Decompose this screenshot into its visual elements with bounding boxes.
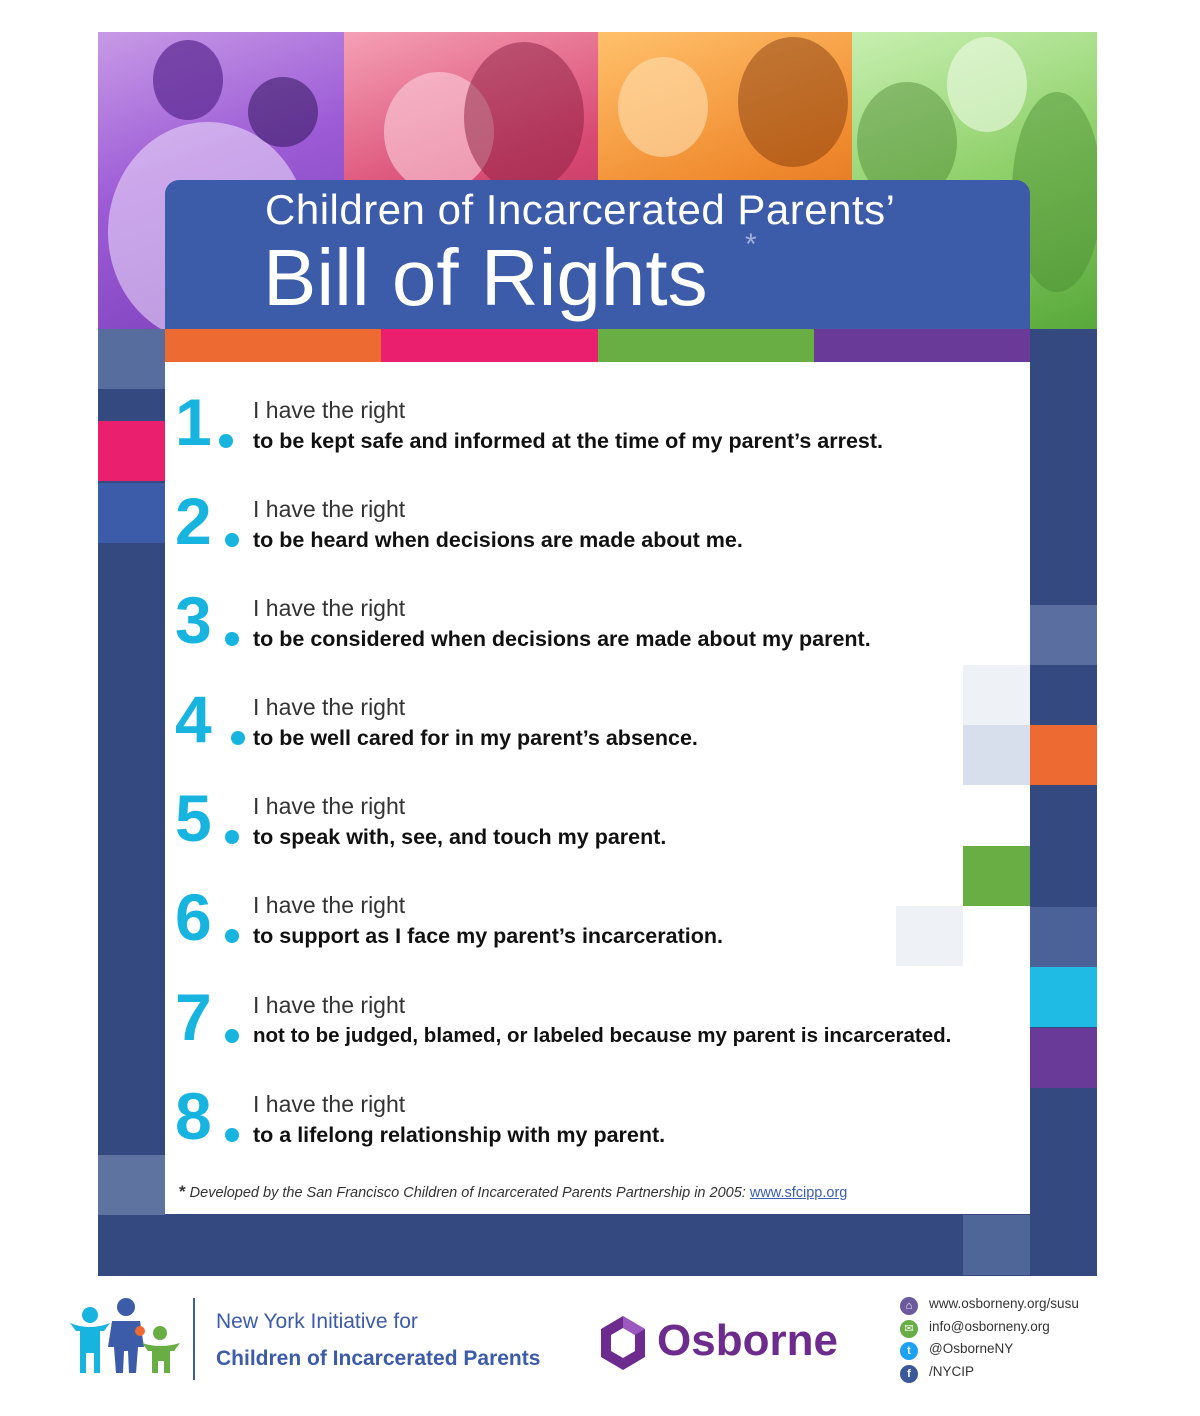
footnote-marker: *	[745, 228, 757, 261]
right-number: 5	[175, 781, 212, 855]
right-number: 1	[175, 385, 212, 459]
right-item	[175, 575, 1035, 674]
side-tile	[1030, 967, 1097, 1027]
color-strip	[165, 329, 1030, 362]
bullet-dot	[225, 1029, 239, 1043]
right-item	[175, 674, 1035, 773]
side-tile	[98, 483, 165, 543]
footnote	[179, 1182, 847, 1202]
home-icon: ⌂	[900, 1297, 918, 1315]
strip-green	[598, 329, 814, 362]
bullet-dot	[225, 533, 239, 547]
side-tile	[963, 1215, 1030, 1275]
right-text: to be kept safe and informed at the time of my parent’s arrest.	[253, 429, 884, 453]
right-lead: I have the right	[253, 694, 406, 720]
initiative-name-line2: Children of Incarcerated Parents	[216, 1347, 541, 1370]
rights-panel	[165, 362, 1030, 1214]
email-icon: ✉	[900, 1320, 918, 1338]
side-tile	[98, 421, 165, 481]
right-lead: I have the right	[253, 595, 406, 621]
right-lead: I have the right	[253, 1091, 406, 1117]
bullet-dot	[225, 929, 239, 943]
bullet-dot	[231, 731, 245, 745]
right-item	[175, 872, 1035, 971]
right-lead: I have the right	[253, 397, 406, 423]
initiative-name-line1: New York Initiative for	[216, 1310, 418, 1333]
side-tile	[1030, 1028, 1097, 1088]
osborne-logo-icon	[598, 1314, 648, 1372]
right-item	[175, 476, 1035, 575]
strip-pink	[381, 329, 597, 362]
strip-orange	[165, 329, 381, 362]
bullet-dot	[225, 1128, 239, 1142]
right-number: 4	[175, 682, 212, 756]
strip-purple	[814, 329, 1030, 362]
family-logo-icon	[68, 1295, 188, 1375]
side-tile	[98, 1155, 165, 1215]
side-tile	[1030, 725, 1097, 785]
right-number: 3	[175, 583, 212, 657]
page-title: Bill of Rights	[263, 233, 708, 322]
contact-text: info@osborneny.org	[929, 1318, 1050, 1334]
twitter-icon: t	[900, 1342, 918, 1360]
title-subheading: Children of Incarcerated Parents’	[265, 186, 896, 233]
right-number: 8	[175, 1079, 212, 1153]
right-text: to be heard when decisions are made about me.	[253, 528, 743, 552]
right-number: 7	[175, 980, 212, 1054]
footer-divider	[193, 1298, 195, 1380]
footer	[0, 1290, 1200, 1400]
right-text: to speak with, see, and touch my parent.	[253, 825, 667, 849]
bullet-dot	[219, 434, 233, 448]
contact-text: www.osborneny.org/susu	[929, 1296, 1079, 1311]
footnote-text: Developed by the San Francisco Children of Incarcerated Parents Partnership in 2005:	[189, 1185, 746, 1201]
right-text: to be considered when decisions are made about my parent.	[253, 627, 871, 651]
right-item	[175, 972, 1035, 1071]
contact-text: /NYCIP	[929, 1363, 975, 1379]
right-item	[175, 1071, 1035, 1170]
right-number: 6	[175, 880, 212, 954]
bullet-dot	[225, 632, 239, 646]
right-lead: I have the right	[253, 496, 406, 522]
right-lead: I have the right	[253, 892, 406, 918]
right-lead: I have the right	[253, 793, 406, 819]
right-lead: I have the right	[253, 992, 406, 1018]
right-item	[175, 377, 1035, 476]
right-text: to support as I face my parent’s incarceration.	[253, 924, 723, 948]
footnote-mark: *	[179, 1182, 186, 1201]
side-tile	[1030, 605, 1097, 665]
right-text: not to be judged, blamed, or labeled because my parent is incarcerated.	[253, 1024, 952, 1047]
right-item	[175, 773, 1035, 872]
facebook-icon: f	[900, 1365, 918, 1383]
contact-text: @OsborneNY	[929, 1341, 1014, 1356]
side-tile	[98, 329, 165, 389]
osborne-wordmark: Osborne	[657, 1316, 838, 1365]
sfcipp-link[interactable]: www.sfcipp.org	[749, 1185, 848, 1201]
right-text: to be well cared for in my parent’s absence.	[253, 726, 698, 750]
title-band	[165, 180, 1030, 330]
bullet-dot	[225, 830, 239, 844]
right-text: to a lifelong relationship with my parent.	[253, 1123, 666, 1147]
right-number: 2	[175, 484, 212, 558]
side-tile	[1030, 907, 1097, 967]
